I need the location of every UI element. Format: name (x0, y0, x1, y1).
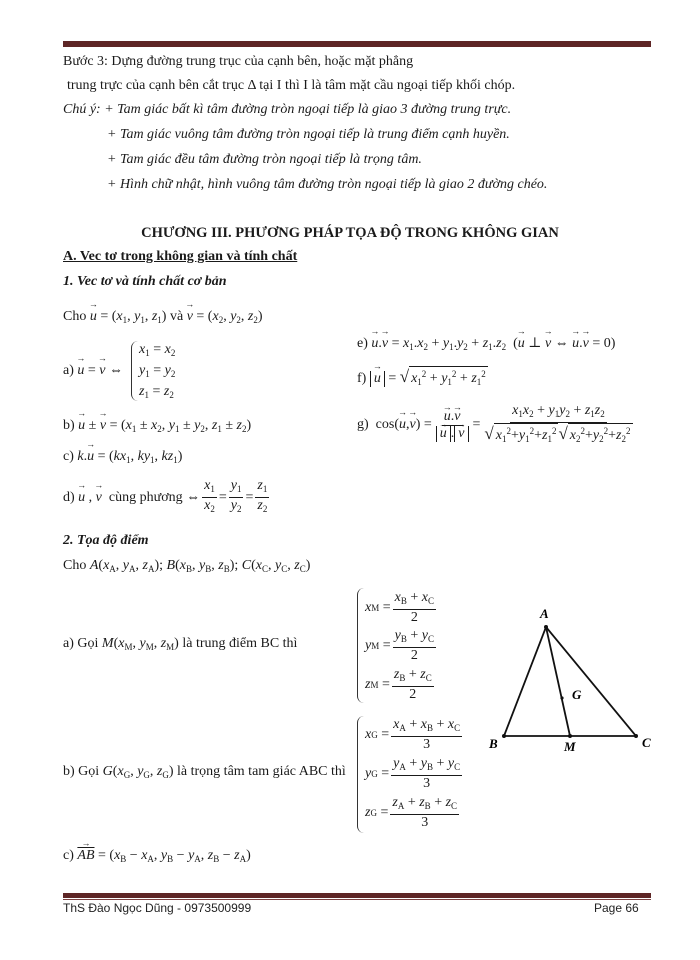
formula-f: f) → u = √ $x_1^2 + y_1^2 + z_1^2$ (357, 366, 488, 390)
given-points: Cho $A(x_A$, $y_A$, $z_A$); $B(x_B$, $y_B$, $z_B$); $C(x_C$, $y_C$, $z_C$) (63, 558, 311, 574)
label-a: A (540, 606, 549, 621)
formula-c: c) $k.\to u = (kx_1$, $ky_1$, $kz_1$) (63, 449, 182, 465)
given-vectors: Cho → $u = (x_1$, $y_1$, $z_1$) và → $v = (x_2$, $y_2$, $z_2$) (63, 309, 263, 325)
footer-author: ThS Đào Ngọc Dũng - 0973500999 (63, 901, 252, 915)
note-item: + Tam giác vuông tâm đường tròn ngoại tiếp là trung điểm cạnh huyền. (107, 127, 510, 142)
step3-line2: trung trực của cạnh bên cắt trục Δ tại I thì I là tâm mặt cầu ngoại tiếp khối chóp. (67, 78, 516, 93)
eq-ym: y M = $\frac{y_B + y_C}{2}$ (365, 628, 435, 663)
formula-g: g) cos( → u , → v ) = → u.→ v → u . → v = $\frac{x_1x_2 + y_1y_2 + z_1z_2}{√ x_1^2+y_1^2+z_1^2 √ x_2^2+y_2^2+z_2^2}$ (357, 403, 637, 447)
eq-xm: x M = $\frac{x_B + x_C}{2}$ (365, 590, 435, 625)
note-item: + Tam giác đều tâm đường tròn ngoại tiếp là trọng tâm. (107, 152, 422, 167)
formula-ab: $c) \to \overline{AB} = (x_B - x_A$, $y_B - y_A$, $z_B - z_A$) (63, 848, 251, 864)
note-label: Chú ý: (63, 102, 101, 117)
footer-rule (63, 893, 651, 898)
eq-x: $x_1 = x_2$ (139, 342, 176, 358)
formula-d: d) → u , → v cùng phương ⇔ $\frac{x_1}{x_2}$ = $\frac{y_1}{y_2}$ = $\frac{z_1}{z_2}$ (63, 478, 271, 517)
label-b: B (489, 736, 498, 751)
note-item: + Tam giác bất kì tâm đường tròn ngoại tiếp là giao 3 đường trung trực. (104, 102, 512, 117)
note-item: + Hình chữ nhật, hình vuông tâm đường tròn ngoại tiếp là giao 2 đường chéo. (107, 177, 548, 192)
label-g: G (572, 687, 582, 702)
midpoint-statement: a) Gọi $M(x_M$, $y_M$, $z_M$) là trung điểm BC thì (63, 636, 298, 652)
eq-z: $z_1 = z_2$ (139, 384, 174, 400)
eq-xg: x G = $\frac{x_A + x_B + x_C}{3}$ (365, 717, 461, 752)
footer-rule-thin (63, 899, 651, 900)
chapter-title: CHƯƠNG III. PHƯƠNG PHÁP TỌA ĐỘ TRONG KHÔNG GIAN (141, 225, 559, 241)
eq-zm: z M = $\frac{z_B + z_C}{2}$ (365, 667, 432, 702)
eq-yg: y G = $\frac{y_A + y_B + y_C}{3}$ (365, 756, 461, 791)
subsection-1-heading: 1. Vec tơ và tính chất cơ bản (63, 274, 227, 289)
section-a-heading: A. Vec tơ trong không gian và tính chất (63, 249, 298, 264)
centroid-statement: b) Gọi $G(x_G$, $y_G$, $z_G$) là trọng tâm tam giác ABC thì (63, 764, 346, 780)
label-c: C (642, 735, 651, 750)
subsection-2-heading: 2. Tọa độ điểm (63, 533, 149, 548)
formula-b: b) → u ± → $v = (x_1 \pm x_2$, $y_1 \pm y_2$, $z_1 \pm z_2$) (63, 418, 251, 434)
eq-zg: z G = $\frac{z_A + z_B + z_C}{3}$ (365, 795, 458, 830)
eq-y: $y_1 = y_2$ (139, 363, 176, 379)
label-m: M (564, 739, 576, 754)
formula-e: $e) \to u.\to v = x_1.x_2 + y_1.y_2 + z_1.z_2$ (→ u ⊥ → v ⇔ → u.→ v = 0) (357, 335, 615, 352)
page-number: Page 66 (594, 901, 639, 915)
step3-line1: Bước 3: Dựng đường trung trục của cạnh bên, hoặc mặt phẳng (63, 54, 414, 69)
formula-a: a) → u = → v ⇔ (63, 363, 123, 379)
